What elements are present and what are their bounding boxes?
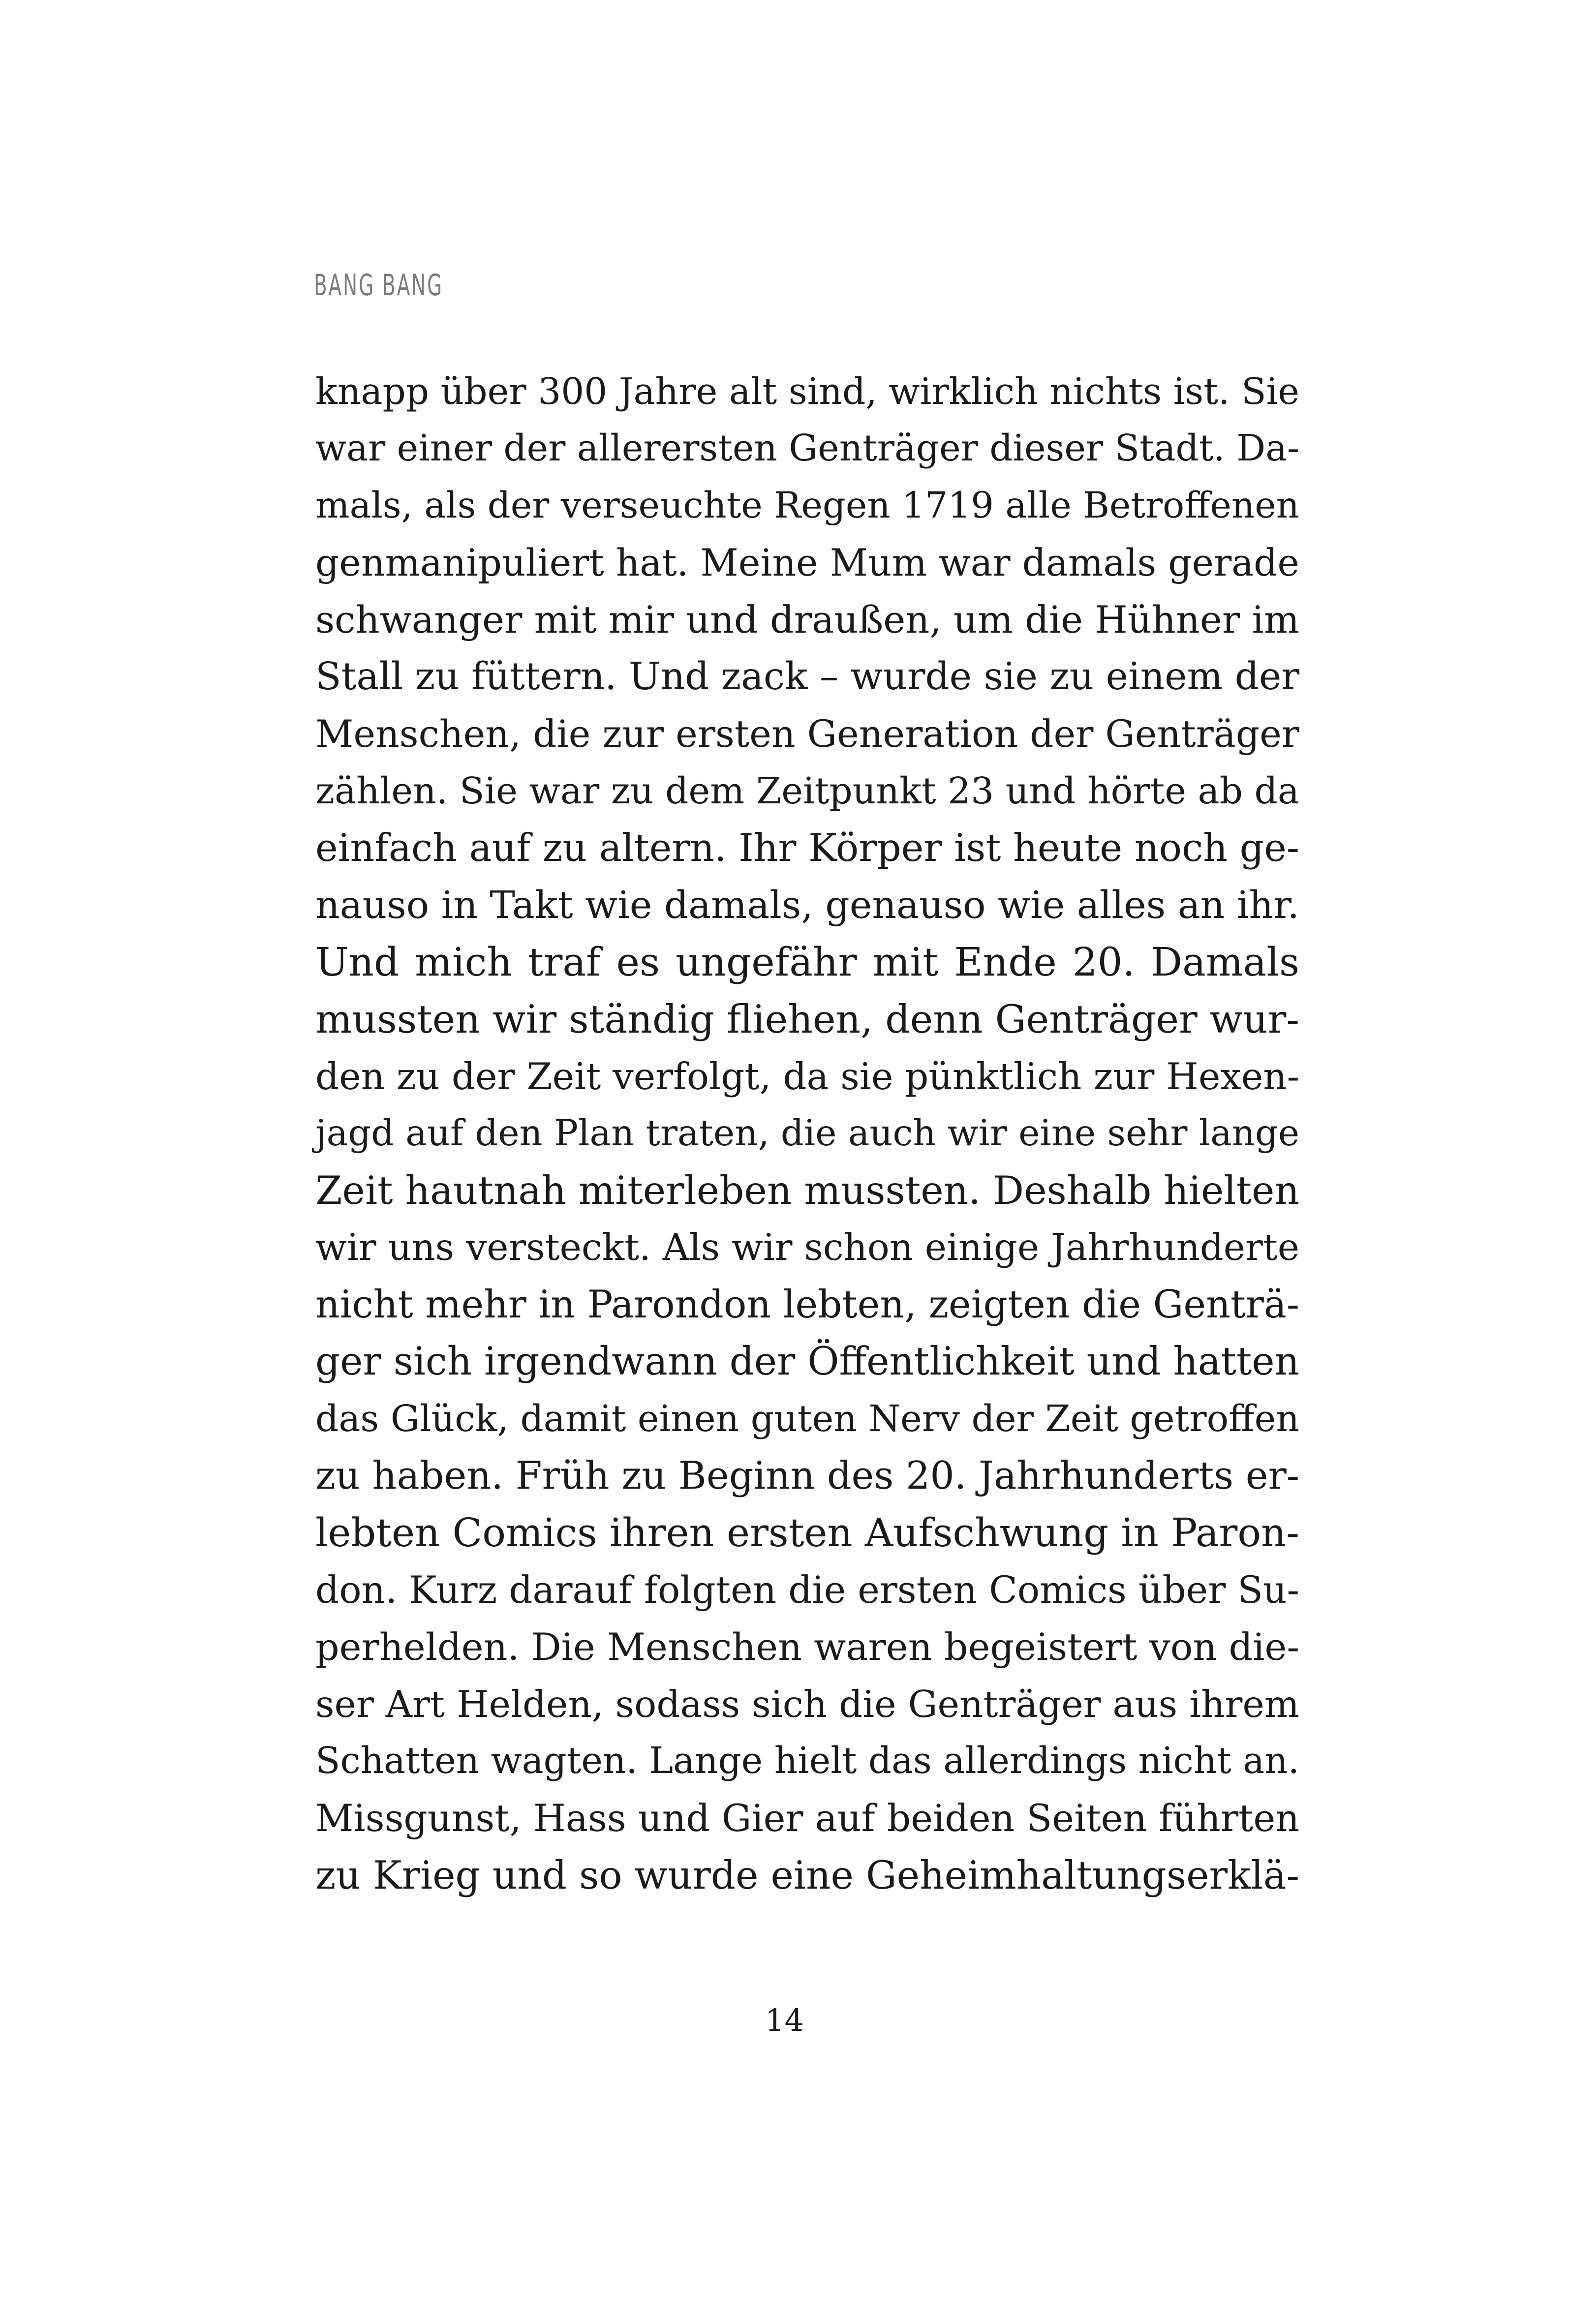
page-number: 14 bbox=[765, 2002, 804, 2038]
text-line: knapp über 300 Jahre alt sind, wirklich nichts ist. Sie bbox=[315, 370, 1299, 413]
text-line: ser Art Helden, sodass sich die Genträger aus ihrem bbox=[315, 1682, 1299, 1726]
text-line: Zeit hautnah miterleben mussten. Deshalb hielten bbox=[315, 1168, 1299, 1213]
text-line: genmanipuliert hat. Meine Mum war damals gerade bbox=[315, 541, 1299, 584]
text-line: Schatten wagten. Lange hielt das allerdings nicht an. bbox=[315, 1740, 1299, 1782]
text-line: Stall zu füttern. Und zack – wurde sie zu einem der bbox=[315, 655, 1299, 699]
text-line: das Glück, damit einen guten Nerv der Zeit getroffen bbox=[315, 1398, 1299, 1440]
text-line: Missgunst, Hass und Gier auf beiden Seiten führten bbox=[315, 1797, 1299, 1840]
text-line: nicht mehr in Parondon lebten, zeigten die Genträ- bbox=[315, 1283, 1299, 1327]
text-line: den zu der Zeit verfolgt, da sie pünktlich zur Hexen- bbox=[315, 1055, 1299, 1098]
text-line: zu Krieg und so wurde eine Geheimhaltungserklä- bbox=[315, 1853, 1299, 1898]
text-line: war einer der allerersten Genträger dieser Stadt. Da- bbox=[315, 428, 1299, 469]
text-line: wir uns versteckt. Als wir schon einige Jahrhunderte bbox=[315, 1226, 1299, 1269]
text-line: perhelden. Die Menschen waren begeistert von die- bbox=[315, 1625, 1299, 1669]
text-line: lebten Comics ihren ersten Aufschwung in Paron- bbox=[315, 1510, 1299, 1556]
text-line: Und mich traf es ungefähr mit Ende 20. Damals bbox=[315, 939, 1299, 985]
text-line: ger sich irgendwann der Öffentlichkeit und hatten bbox=[315, 1339, 1299, 1384]
text-line: nauso in Takt wie damals, genauso wie alles an ihr. bbox=[315, 883, 1299, 927]
running-head: BANG BANG bbox=[314, 268, 444, 303]
text-line: don. Kurz darauf folgten die ersten Comics über Su- bbox=[315, 1568, 1299, 1612]
text-line: jagd auf den Plan traten, die auch wir eine sehr lange bbox=[315, 1112, 1299, 1154]
text-line: mussten wir ständig fliehen, denn Genträger wur- bbox=[315, 997, 1299, 1042]
text-line: einfach auf zu altern. Ihr Körper ist heute noch ge- bbox=[315, 826, 1299, 870]
text-line: zählen. Sie war zu dem Zeitpunkt 23 und hörte ab da bbox=[315, 770, 1299, 812]
body-text bbox=[315, 363, 1299, 1904]
text-line: schwanger mit mir und draußen, um die Hühner im bbox=[315, 598, 1299, 642]
text-line: Menschen, die zur ersten Generation der Genträger bbox=[315, 712, 1299, 756]
text-line: mals, als der verseuchte Regen 1719 alle Betroffenen bbox=[315, 485, 1299, 526]
text-line: zu haben. Früh zu Beginn des 20. Jahrhunderts er- bbox=[315, 1454, 1299, 1498]
